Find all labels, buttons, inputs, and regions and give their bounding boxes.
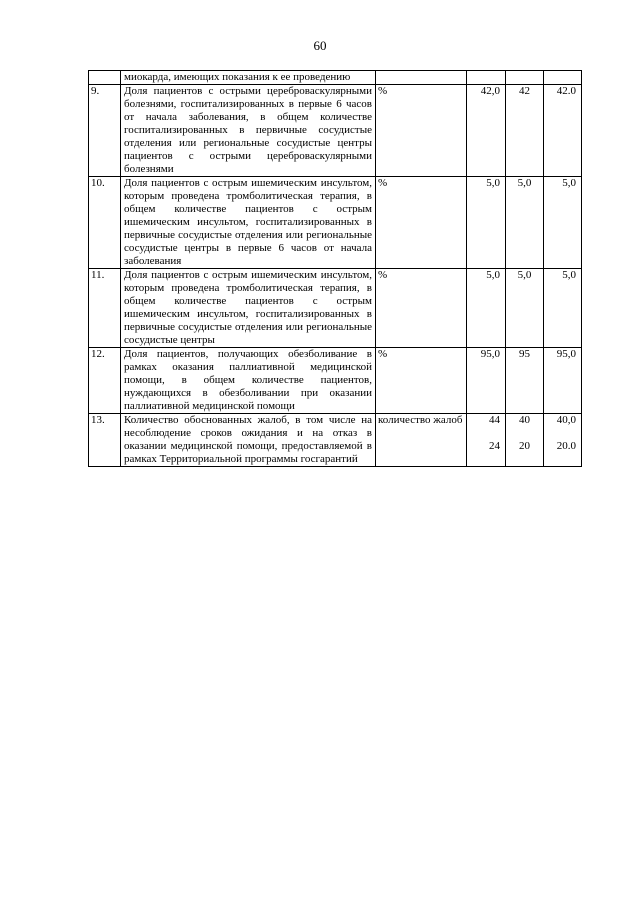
target-value-year-2: [506, 85, 544, 177]
unit-of-measure: %: [376, 348, 467, 414]
indicator-description: миокарда, имеющих показания к ее проведению: [121, 71, 376, 85]
value-text: 95,0: [480, 348, 500, 360]
value-text: 24: [489, 440, 500, 452]
row-number: 11.: [89, 269, 121, 348]
row-number: 13.: [89, 414, 121, 467]
table-row: [89, 269, 582, 348]
unit-of-measure: %: [376, 269, 467, 348]
row-number: [89, 71, 121, 85]
value-text: 42,0: [480, 85, 500, 97]
target-value-year-1: [467, 414, 506, 467]
target-value-year-1: [467, 177, 506, 269]
unit-of-measure: %: [376, 85, 467, 177]
table-row: [89, 177, 582, 269]
indicator-description: Доля пациентов с острым ишемическим инсультом, которым проведена тромболитическая терапия, в общем количестве пациентов с острым ишемическим инсультом, госпитализированных в первичные сосудистые отделения или региональные сосудистые центры в первые 6 часов от начала заболевания: [121, 177, 376, 269]
table-row: [89, 85, 582, 177]
value-text: 42: [519, 85, 530, 97]
value-text: 5,0: [517, 269, 532, 281]
value-text: 40: [519, 414, 530, 426]
indicator-description: Доля пациентов с острым ишемическим инсультом, которым проведена тромболитическая терапия, в общем количестве пациентов с острым ишемическим инсультом, госпитализированных в первичные сосудистые отделения или региональные сосудистые центры: [121, 269, 376, 348]
value-text: 5,0: [562, 177, 576, 189]
value-text: 5,0: [486, 177, 500, 189]
value-text: 20: [519, 440, 530, 452]
target-value-year-2: [506, 71, 544, 85]
target-value-year-3: [544, 269, 582, 348]
indicator-description: Количество обоснованных жалоб, в том числе на несоблюдение сроков ожидания и на отказ в оказании медицинской помощи, предоставляемой в рамках Территориальной программы госгарантий: [121, 414, 376, 467]
unit-of-measure: количество жалоб: [376, 414, 467, 467]
target-value-year-1: [467, 269, 506, 348]
indicator-description: Доля пациентов, получающих обезболивание в рамках оказания паллиативной медицинской помощи, в общем количестве пациентов, нуждающихся в обезболивании при оказании паллиативной медицинской помощи: [121, 348, 376, 414]
page-number: 60: [313, 38, 327, 53]
value-text: 95,0: [556, 348, 576, 360]
value-text: 5,0: [486, 269, 500, 281]
table-row: [89, 414, 582, 467]
target-value-year-3: [544, 177, 582, 269]
table-row: [89, 71, 582, 85]
target-value-year-3: [544, 85, 582, 177]
table-row: [89, 348, 582, 414]
indicators-table-body: [89, 71, 582, 467]
unit-of-measure: [376, 71, 467, 85]
target-value-year-1: [467, 348, 506, 414]
target-value-year-1: [467, 85, 506, 177]
value-text: 44: [489, 414, 500, 426]
value-text: 5,0: [517, 177, 532, 189]
target-value-year-2: [506, 414, 544, 467]
value-text: 95: [519, 348, 530, 360]
value-text: 42.0: [556, 85, 576, 97]
row-number: 9.: [89, 85, 121, 177]
value-text: 40,0: [556, 414, 576, 426]
row-number: 12.: [89, 348, 121, 414]
indicators-table: [88, 70, 582, 467]
value-text: 20.0: [556, 440, 576, 452]
value-text: 5,0: [562, 269, 576, 281]
row-number: 10.: [89, 177, 121, 269]
indicator-description: Доля пациентов с острыми цереброваскулярными болезнями, госпитализированных в первые 6 часов от начала заболевания, в общем количестве госпитализированных в первичные сосудистые отделения или региональные сосудистые центры пациентов с острыми цереброваскулярными болезнями: [121, 85, 376, 177]
target-value-year-2: [506, 177, 544, 269]
target-value-year-2: [506, 348, 544, 414]
unit-of-measure: %: [376, 177, 467, 269]
target-value-year-3: [544, 71, 582, 85]
target-value-year-1: [467, 71, 506, 85]
target-value-year-3: [544, 348, 582, 414]
target-value-year-2: [506, 269, 544, 348]
target-value-year-3: [544, 414, 582, 467]
